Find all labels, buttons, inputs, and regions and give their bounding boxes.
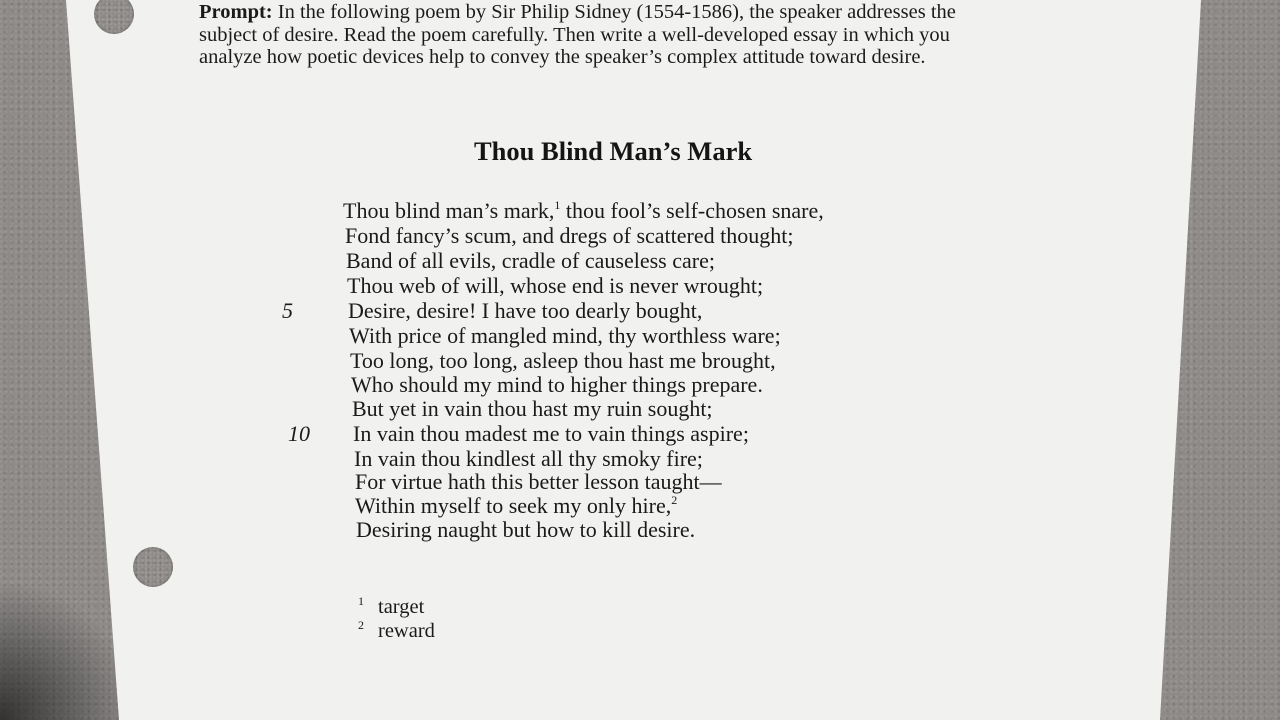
poem-line-10: In vain thou madest me to vain things aspire; <box>353 421 749 446</box>
poem-line-7: Too long, too long, asleep thou hast me brought, <box>350 348 776 373</box>
poem-line-5: Desire, desire! I have too dearly bought, <box>348 298 703 323</box>
footnote-2-mark: 2 <box>358 618 364 632</box>
poem-title: Thou Blind Man’s Mark <box>474 136 753 166</box>
binder-hole-middle <box>133 547 173 587</box>
poem-line-11: In vain thou kindlest all thy smoky fire; <box>354 446 703 471</box>
poem-line-14: Desiring naught but how to kill desire. <box>356 517 696 542</box>
prompt-label: Prompt: <box>199 1 273 23</box>
poem-line-13-text: Within myself to seek my only hire, <box>355 493 672 518</box>
poem-line-12: For virtue hath this better lesson taught— <box>355 469 722 494</box>
prompt-text: In the following poem by Sir Philip Sidney (1554-1586), the speaker addresses the subject of desire. Read the poem carefully. Then write a well-developed essay in which you analyze how poetic devices help to convey the speaker’s complex attitude toward desire. <box>199 1 956 69</box>
poem-line-2: Fond fancy’s scum, and dregs of scattered thought; <box>345 223 794 248</box>
poem-line-4: Thou web of will, whose end is never wrought; <box>347 273 764 298</box>
footnote-1-text: target <box>378 596 425 618</box>
footnote-ref-1: 1 <box>554 198 561 212</box>
poem-line-3: Band of all evils, cradle of causeless care; <box>346 248 715 273</box>
footnote-2-text: reward <box>378 620 435 642</box>
line-number-10: 10 <box>288 421 310 446</box>
poem-line-9: But yet in vain thou hast my ruin sought; <box>352 396 713 421</box>
footnote-2 <box>358 614 435 642</box>
poem-line-1-text-b: thou fool’s self-chosen snare, <box>560 198 824 223</box>
footnote-1-mark: 1 <box>358 594 364 608</box>
poem-line-8: Who should my mind to higher things prepare. <box>351 372 763 397</box>
line-number-5: 5 <box>282 298 293 323</box>
poem-line-1 <box>343 199 824 223</box>
poem-line-1-text-a: Thou blind man’s mark, <box>343 198 555 223</box>
footnote-ref-2: 2 <box>671 493 678 507</box>
poem-line-13 <box>355 494 677 518</box>
essay-prompt <box>199 1 999 69</box>
poem-line-6: With price of mangled mind, thy worthless ware; <box>349 323 781 348</box>
